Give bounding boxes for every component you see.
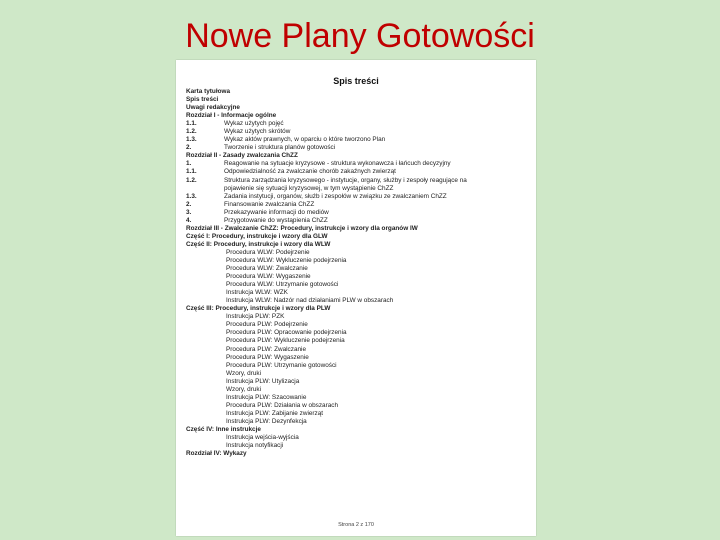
toc-entry-text: Zadania instytucji, organów, służb i zespołów w związku ze zwalczaniem ChZZ — [224, 192, 447, 200]
toc-entry-number: 4. — [186, 216, 192, 224]
table-of-contents — [186, 88, 531, 458]
toc-entry-text: Odpowiedzialność za zwalczanie chorób zakaźnych zwierząt — [224, 168, 396, 176]
toc-entry — [186, 394, 531, 402]
toc-entry-text: Rozdział II - Zasady zwalczania ChZZ — [186, 152, 298, 160]
toc-entry-number: 1.1. — [186, 168, 197, 176]
toc-entry — [186, 193, 531, 201]
toc-entry-text: Wykaz użytych pojęć — [224, 120, 284, 128]
toc-entry — [186, 297, 531, 305]
toc-entry-text: Przekazywanie informacji do mediów — [224, 208, 329, 216]
toc-entry — [186, 88, 531, 96]
document-page — [176, 60, 536, 536]
toc-entry — [186, 410, 531, 418]
toc-entry-text: Procedura PLW: Działania w obszarach — [226, 401, 339, 409]
toc-entry-text: Procedura WLW: Utrzymanie gotowości — [226, 281, 339, 289]
toc-entry-text: Procedura PLW: Wykluczenie podejrzenia — [226, 337, 345, 345]
toc-entry — [186, 241, 531, 249]
toc-entry-text: Przygotowanie do wystąpienia ChZZ — [224, 216, 328, 224]
toc-entry — [186, 402, 531, 410]
toc-entry-text: pojawienie się sytuacji kryzysowej, w tym wystąpienie ChZZ — [224, 184, 394, 192]
toc-entry-text: Instrukcja PLW: Szacowanie — [226, 393, 307, 401]
toc-entry — [186, 346, 531, 354]
toc-entry — [186, 273, 531, 281]
toc-entry — [186, 386, 531, 394]
toc-entry-text: Instrukcja notyfikacji — [226, 442, 284, 450]
toc-entry-text: Rozdział I - Informacje ogólne — [186, 112, 277, 120]
toc-entry — [186, 104, 531, 112]
toc-entry — [186, 177, 531, 185]
toc-entry — [186, 313, 531, 321]
toc-entry-text: Rozdział III - Zwalczanie ChZZ: Procedury, instrukcje i wzory dla organów IW — [186, 224, 418, 232]
toc-entry-number: 1. — [186, 160, 192, 168]
toc-entry-text: Spis treści — [186, 96, 219, 104]
toc-entry — [186, 201, 531, 209]
toc-entry-number: 1.1. — [186, 120, 197, 128]
toc-entry — [186, 209, 531, 217]
toc-entry-number: 1.3. — [186, 136, 197, 144]
toc-entry-number: 2. — [186, 200, 192, 208]
toc-entry-text: Finansowanie zwalczania ChZZ — [224, 200, 315, 208]
toc-entry — [186, 426, 531, 434]
toc-entry — [186, 112, 531, 120]
toc-entry — [186, 329, 531, 337]
toc-entry-text: Część IV: Inne instrukcje — [186, 425, 261, 433]
toc-entry-text: Rozdział IV: Wykazy — [186, 450, 247, 458]
toc-entry — [186, 160, 531, 168]
toc-entry-text: Część III: Procedury, instrukcje i wzory dla PLW — [186, 305, 331, 313]
toc-entry-text: Wzory, druki — [226, 385, 262, 393]
toc-entry-text: Instrukcja WLW: WZK — [226, 289, 288, 297]
toc-entry — [186, 378, 531, 386]
toc-entry — [186, 233, 531, 241]
toc-entry-text: Procedura PLW: Utrzymanie gotowości — [226, 361, 337, 369]
toc-entry-number: 1.2. — [186, 176, 197, 184]
toc-entry-text: Wykaz użytych skrótów — [224, 128, 291, 136]
toc-entry-text: Część II: Procedury, instrukcje i wzory dla WLW — [186, 240, 331, 248]
toc-entry-text: Instrukcja PLW: PZK — [226, 313, 285, 321]
toc-entry — [186, 418, 531, 426]
toc-entry — [186, 370, 531, 378]
toc-entry — [186, 136, 531, 144]
toc-entry-text: Procedura PLW: Podejrzenie — [226, 321, 308, 329]
toc-entry-text: Procedura WLW: Wygaszenie — [226, 273, 311, 281]
toc-entry — [186, 265, 531, 273]
toc-entry-number: 1.2. — [186, 128, 197, 136]
toc-entry — [186, 168, 531, 176]
toc-entry — [186, 289, 531, 297]
toc-entry-text: Część I: Procedury, instrukcje i wzory dla GLW — [186, 232, 328, 240]
toc-entry-text: Procedura WLW: Wykluczenie podejrzenia — [226, 256, 347, 264]
toc-entry-text: Instrukcja WLW: Nadzór nad działaniami PLW w obszarach — [226, 297, 394, 305]
toc-entry-text: Procedura WLW: Podejrzenie — [226, 248, 310, 256]
toc-entry-number: 3. — [186, 208, 192, 216]
toc-entry — [186, 217, 531, 225]
toc-entry-text: Wzory, druki — [226, 369, 262, 377]
toc-entry-text: Procedura PLW: Opracowanie podejrzenia — [226, 329, 347, 337]
toc-entry-text: Karta tytułowa — [186, 88, 231, 95]
toc-entry — [186, 144, 531, 152]
toc-entry-text: Reagowanie na sytuacje kryzysowe - struktura wykonawcza i łańcuch decyzyjny — [224, 160, 451, 168]
toc-entry-text: Procedura PLW: Zwalczanie — [226, 345, 307, 353]
toc-entry — [186, 185, 531, 193]
toc-entry — [186, 362, 531, 370]
toc-entry — [186, 442, 531, 450]
toc-entry — [186, 354, 531, 362]
toc-entry-text: Procedura WLW: Zwalczanie — [226, 265, 308, 273]
toc-entry — [186, 321, 531, 329]
page-footer: Strona 2 z 170 — [338, 522, 374, 528]
toc-entry — [186, 96, 531, 104]
toc-entry-text: Instrukcja PLW: Zabijanie zwierząt — [226, 409, 324, 417]
toc-entry — [186, 257, 531, 265]
toc-entry-number: 2. — [186, 144, 192, 152]
toc-entry — [186, 249, 531, 257]
toc-entry-text: Tworzenie i struktura planów gotowości — [224, 144, 336, 152]
toc-entry — [186, 120, 531, 128]
toc-entry-text: Wykaz aktów prawnych, w oparciu o które tworzono Plan — [224, 136, 386, 144]
toc-entry-text: Procedura PLW: Wygaszenie — [226, 353, 309, 361]
toc-entry-text: Instrukcja PLW: Utylizacja — [226, 377, 300, 385]
toc-entry — [186, 305, 531, 313]
toc-entry-number: 1.3. — [186, 192, 197, 200]
toc-entry-text: Instrukcja PLW: Dezynfekcja — [226, 417, 307, 425]
document-title: Spis treści — [333, 76, 379, 86]
toc-entry — [186, 152, 531, 160]
slide-title: Nowe Plany Gotowości — [185, 17, 535, 55]
toc-entry — [186, 450, 531, 458]
toc-entry — [186, 225, 531, 233]
toc-entry-text: Struktura zarządzania kryzysowego - instytucje, organy, służby i zespoły reagujące na — [224, 176, 467, 184]
toc-entry — [186, 337, 531, 345]
toc-entry-text: Instrukcja wejścia-wyjścia — [226, 434, 299, 442]
toc-entry — [186, 128, 531, 136]
toc-entry — [186, 281, 531, 289]
toc-entry-text: Uwagi redakcyjne — [186, 104, 240, 112]
toc-entry — [186, 434, 531, 442]
